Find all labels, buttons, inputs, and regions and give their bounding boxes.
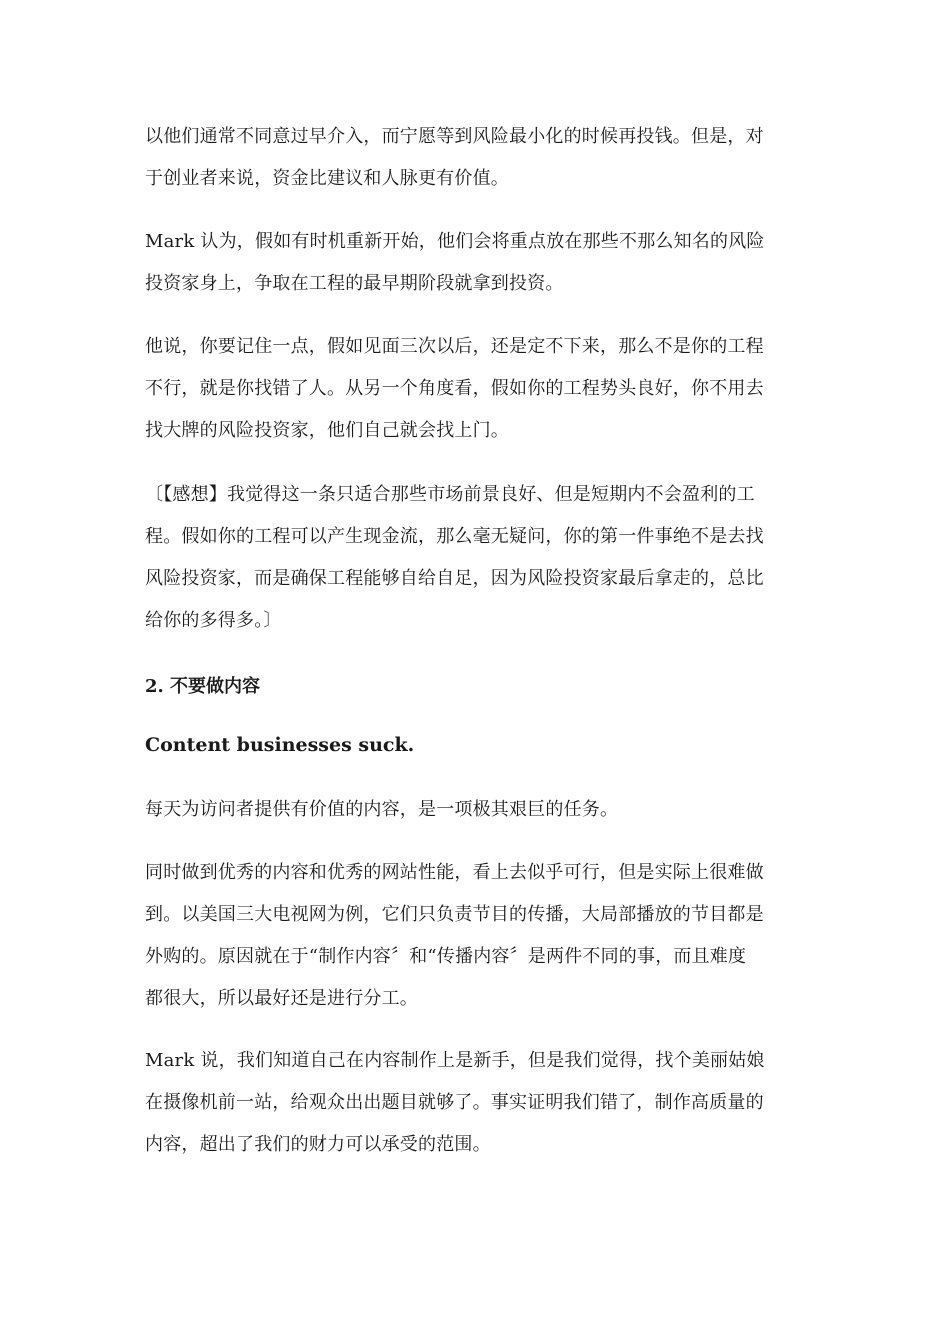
text-line: 于创业者来说，资金比建议和人脉更有价值。 <box>145 168 509 189</box>
text-line: Mark 说，我们知道自己在内容制作上是新手，但是我们觉得，找个美丽姑娘 <box>145 1050 765 1071</box>
text-line: 〔【感想】我觉得这一条只适合那些市场前景良好、但是短期内不会盈利的工 <box>145 484 755 505</box>
paragraph-mark-content <box>145 1040 800 1166</box>
text-line: Mark 认为，假如有时机重新开始，他们会将重点放在那些不那么知名的风险 <box>145 231 765 252</box>
text-line: 内容，超出了我们的财力可以承受的范围。 <box>145 1134 491 1155</box>
text-line: 他说，你要记住一点，假如见面三次以后，还是定不下来，那么不是你的工程 <box>145 336 764 357</box>
text-line: 投资家身上，争取在工程的最早期阶段就拿到投资。 <box>145 273 564 294</box>
text-line: 同时做到优秀的内容和优秀的网站性能，看上去似乎可行，但是实际上很难做 <box>145 862 764 883</box>
text-line: 程。假如你的工程可以产生现金流，那么毫无疑问，你的第一件事绝不是去找 <box>145 526 764 547</box>
paragraph-content-task <box>145 789 800 831</box>
text-line: 到。以美国三大电视网为例，它们只负责节目的传播，大局部播放的节目都是 <box>145 904 764 925</box>
text-line: 以他们通常不同意过早介入，而宁愿等到风险最小化的时候再投钱。但是，对 <box>145 126 764 147</box>
text-line: 在摄像机前一站，给观众出出题目就够了。事实证明我们错了，制作高质量的 <box>145 1092 764 1113</box>
text-line: 外购的。原因就在于“制作内容〞和“传播内容〞是两件不同的事，而且难度 <box>145 946 747 967</box>
paragraph-mark-restart <box>145 221 800 305</box>
paragraph-three-meetings <box>145 326 800 452</box>
text-line: 给你的多得多。〕 <box>145 610 282 631</box>
paragraph-reflection <box>145 474 800 642</box>
paragraph-tv-networks <box>145 852 800 1020</box>
paragraph-investor-timing <box>145 116 800 200</box>
section-title: 2. 不要做内容 <box>145 676 261 697</box>
text-line: 每天为访问者提供有价值的内容，是一项极其艰巨的任务。 <box>145 799 619 820</box>
text-line: 风险投资家，而是确保工程能够自给自足，因为风险投资家最后拿走的，总比 <box>145 568 764 589</box>
section-subtitle: Content businesses suck. <box>145 734 415 756</box>
text-line: 都很大，所以最好还是进行分工。 <box>145 988 418 1009</box>
text-line: 找大牌的风险投资家，他们自己就会找上门。 <box>145 420 509 441</box>
text-line: 不行，就是你找错了人。从另一个角度看，假如你的工程势头良好，你不用去 <box>145 378 764 399</box>
